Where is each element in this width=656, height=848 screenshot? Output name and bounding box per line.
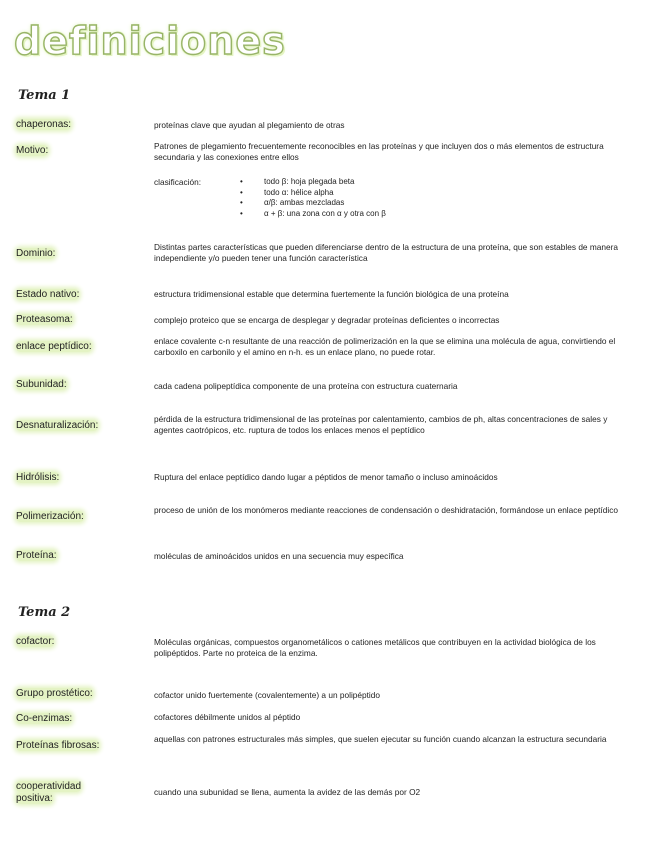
- definition-proteasoma: complejo proteico que se encarga de desplegar y degradar proteínas deficientes o incorrectas: [154, 315, 500, 325]
- term-subunidad: Subunidad:: [16, 379, 67, 390]
- term-grupo-prostetico: Grupo prostético:: [16, 688, 93, 699]
- list-item: • todo α: hélice alpha: [240, 188, 386, 199]
- list-item: • α + β: una zona con α y otra con β: [240, 209, 386, 220]
- list-item: • todo β: hoja plegada beta: [240, 177, 386, 188]
- definition-cooperatividad-positiva: cuando una subunidad se llena, aumenta la avidez de las demás por O2: [154, 787, 421, 797]
- term-hidrolisis: Hidrólisis:: [16, 472, 60, 483]
- term-co-enzimas: Co-enzimas:: [16, 713, 73, 724]
- section-heading-tema-2: Tema 2: [18, 605, 71, 620]
- classification-label: clasificación:: [154, 177, 202, 187]
- definition-motivo: Patrones de plegamiento frecuentemente reconocibles en las proteínas y que incluyen dos o más elementos de estructura secundaria y las conexiones entre ellos: [154, 141, 604, 162]
- term-enlace-peptidico: enlace peptídico:: [16, 341, 92, 352]
- definition-subunidad: cada cadena polipeptídica componente de una proteína con estructura cuaternaria: [154, 381, 458, 391]
- definition-chaperonas: proteínas clave que ayudan al plegamiento de otras: [154, 120, 345, 130]
- term-cooperatividad-positiva: cooperatividad positiva:: [16, 781, 82, 804]
- definition-hidrolisis: Ruptura del enlace peptídico dando lugar a péptidos de menor tamaño o incluso aminoácidos: [154, 472, 498, 482]
- definition-cofactor: Moléculas orgánicas, compuestos organometálicos o cationes metálicos que contribuyen en la actividad biológica de los polipéptidos. Parte no proteica de la enzima.: [154, 637, 596, 658]
- term-motivo: Motivo:: [16, 145, 49, 156]
- term-polimerizacion: Polimerización:: [16, 511, 84, 522]
- definition-polimerizacion: proceso de unión de los monómeros mediante reacciones de condensación o deshidratación, formándose un enlace peptídico: [154, 505, 619, 515]
- term-proteasoma: Proteasoma:: [16, 314, 73, 325]
- definition-dominio: Distintas partes características que pueden diferenciarse dentro de la estructura de una proteína, que son estables de manera independiente y/o pueden tener una función característica: [154, 242, 618, 263]
- definition-grupo-prostetico: cofactor unido fuertemente (covalentemente) a un polipéptido: [154, 690, 381, 700]
- term-desnaturalizacion: Desnaturalización:: [16, 420, 99, 431]
- term-cofactor: cofactor:: [16, 636, 55, 647]
- term-estado-nativo: Estado nativo:: [16, 289, 80, 300]
- term-chaperonas: chaperonas:: [16, 119, 72, 130]
- definition-proteinas-fibrosas: aquellas con patrones estructurales más simples, que suelen ejecutar su función cuando alcanzan la estructura secundaria: [154, 734, 607, 744]
- classification-list: [240, 177, 386, 219]
- definition-co-enzimas: cofactores débilmente unidos al péptido: [154, 712, 301, 722]
- term-proteinas-fibrosas: Proteínas fibrosas:: [16, 740, 100, 751]
- definition-proteina: moléculas de aminoácidos unidos en una secuencia muy específica: [154, 551, 404, 561]
- list-item: • α/β: ambas mezcladas: [240, 198, 386, 209]
- section-heading-tema-1: Tema 1: [18, 88, 71, 103]
- page-title: definiciones: [14, 19, 286, 63]
- definition-enlace-peptidico: enlace covalente c-n resultante de una reacción de polimerización en la que se elimina una molécula de agua, convirtiendo el carboxilo en carbonilo y el amino en n-h. es un enlace plano, no puede rotar.: [154, 336, 616, 357]
- definition-estado-nativo: estructura tridimensional estable que determina fuertemente la función biológica de una proteína: [154, 289, 509, 299]
- term-proteina: Proteína:: [16, 550, 57, 561]
- definition-desnaturalizacion: pérdida de la estructura tridimensional de las proteínas por calentamiento, cambios de ph, altas concentraciones de sales y agentes caotrópicos, etc. ruptura de todos los enlaces menos el peptídico: [154, 414, 608, 435]
- term-dominio: Dominio:: [16, 248, 56, 259]
